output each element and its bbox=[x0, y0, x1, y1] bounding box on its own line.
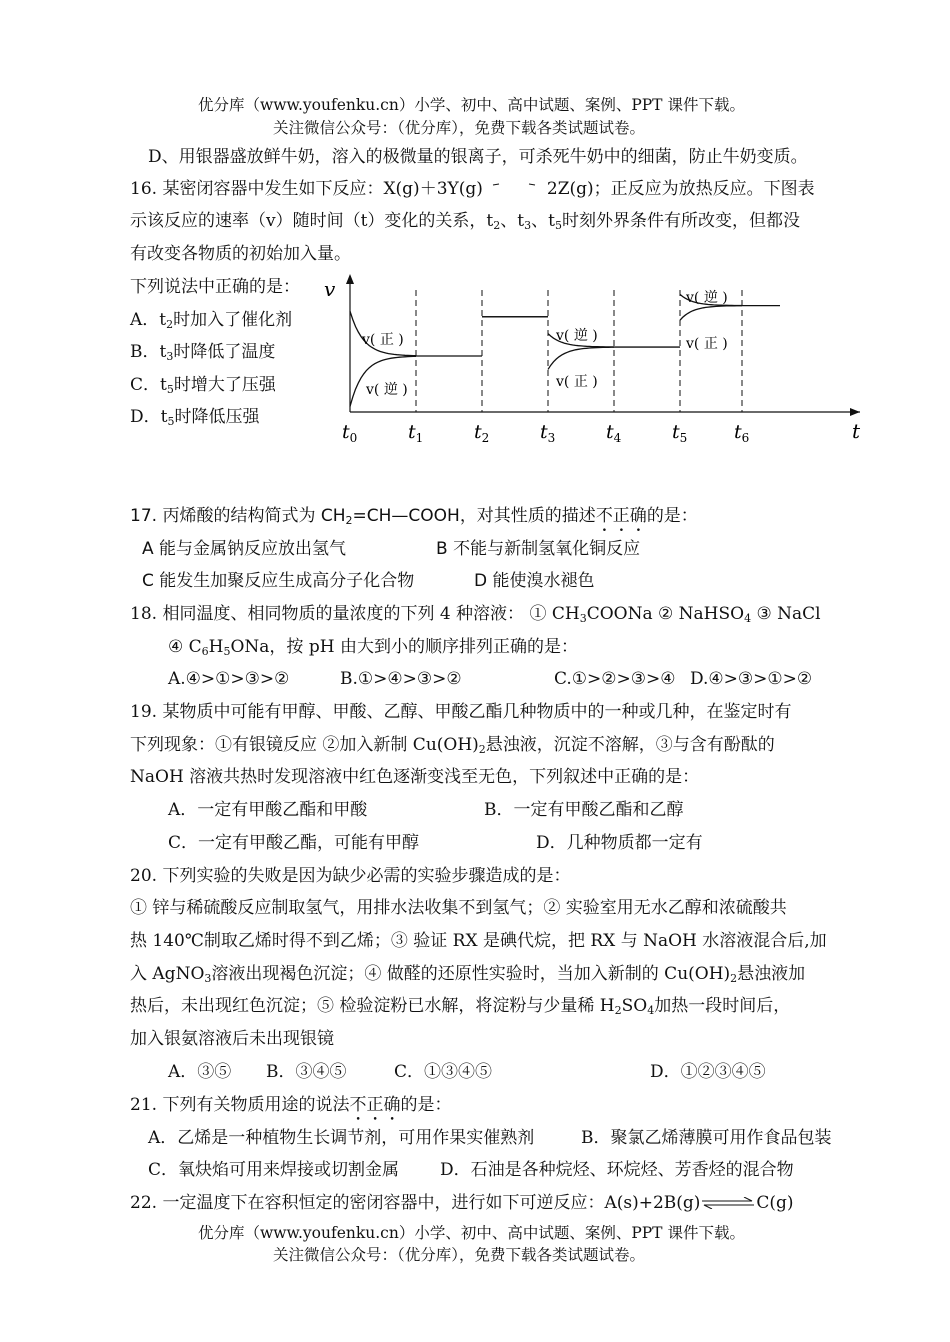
q20-stem-line-4: 入 AgNO$_3$溶液出现褐色沉淀；④ 做醛的还原性实验时，当加入新制的 $Cu(OH)_2$悬浊液加 bbox=[130, 964, 806, 985]
q21-option-b: B．聚氯乙烯薄膜可用作食品包装 bbox=[581, 1128, 832, 1148]
q20-option-a: A．③⑤ bbox=[168, 1062, 232, 1082]
y-axis-label: v bbox=[324, 277, 336, 301]
q18-option-b: B.①>④>③>② bbox=[340, 669, 462, 689]
q19-option-c: C．一定有甲酸乙酯，可能有甲醇 bbox=[168, 833, 420, 853]
q17-option-c: C 能发生加聚反应生成高分子化合物 bbox=[142, 571, 415, 591]
q17-option-d: D 能使溴水褪色 bbox=[474, 571, 595, 591]
rate-time-chart bbox=[320, 270, 880, 450]
q20-option-b: B．③④⑤ bbox=[266, 1062, 347, 1082]
label-v-forward-3: v( 正 ) bbox=[556, 374, 598, 390]
label-v-forward-5: v( 正 ) bbox=[686, 336, 728, 352]
q16-option-a: A．$t_2$时加入了催化剂 bbox=[130, 310, 293, 331]
label-v-forward-1: v( 正 ) bbox=[362, 332, 404, 348]
q20-stem-line-6: 加入银氨溶液后未出现银镜 bbox=[130, 1029, 334, 1049]
q18-option-c: C.①>②>③>④ bbox=[554, 669, 676, 689]
reversible-arrow-icon bbox=[700, 1193, 756, 1215]
q18-option-a: A.④>①>③>② bbox=[168, 669, 290, 689]
q17-option-b: B 不能与新制氢氧化铜反应 bbox=[436, 539, 641, 559]
footer-line-1: 优分库（www.youfenku.cn）小学、初中、高中试题、案例、PPT 课件下载。 bbox=[198, 1224, 745, 1242]
q21-stem: 21. 下列有关物质用途的说法不正确的是： bbox=[130, 1095, 452, 1115]
equilibrium-arrow-icon bbox=[483, 178, 547, 200]
q20-stem-line-5: 热后，未出现红色沉淀；⑤ 检验淀粉已水解，将淀粉与少量稀 $H_2SO_4$加热一段时间后， bbox=[130, 996, 791, 1017]
header-line-1: 优分库（www.youfenku.cn）小学、初中、高中试题、案例、PPT 课件下载。 bbox=[198, 96, 745, 114]
tick-label-t3: $t_3$ bbox=[540, 421, 556, 445]
footer-line-2: 关注微信公众号：（优分库），免费下载各类试题试卷。 bbox=[273, 1246, 646, 1264]
q16-prompt: 下列说法中正确的是： bbox=[130, 277, 300, 297]
curve-5 bbox=[548, 347, 614, 369]
q16-stem-line-1: 16. 某密闭容器中发生如下反应：X(g)＋3Y(g) 2Z(g)；正反应为放热反应。下图表 bbox=[130, 179, 815, 199]
tick-label-t5: $t_5$ bbox=[672, 421, 688, 445]
q16-option-b: B．$t_3$时降低了温度 bbox=[130, 342, 276, 363]
q18-stem-line-1: 18. 相同温度、相同物质的量浓度的下列 4 种溶液： ① $CH_3COONa$ ② NaHSO$_4$ ③ NaCl bbox=[130, 604, 821, 625]
label-v-reverse-5: v( 逆 ) bbox=[686, 290, 728, 306]
x-axis-label: t bbox=[852, 419, 861, 443]
label-v-reverse-3: v( 逆 ) bbox=[556, 328, 598, 344]
header-line-2: 关注微信公众号：（优分库），免费下载各类试题试卷。 bbox=[273, 119, 646, 137]
q21-option-c: C．氧炔焰可用来焊接或切割金属 bbox=[148, 1160, 400, 1180]
q18-stem-line-2: ④ $C_6H_5ONa$，按 pH 由大到小的顺序排列正确的是： bbox=[168, 637, 578, 658]
q16-option-c: C．$t_5$时增大了压强 bbox=[130, 375, 276, 396]
q16-stem-line-2: 示该反应的速率（v）随时间（t）变化的关系，$t_2$、$t_3$、$t_5$时刻外界条件有所改变，但都没 bbox=[130, 211, 800, 232]
q20-stem-line-1: 20. 下列实验的失败是因为缺少必需的实验步骤造成的是： bbox=[130, 866, 571, 886]
tick-label-t0: $t_0$ bbox=[342, 421, 358, 445]
tick-label-t6: $t_6$ bbox=[734, 421, 750, 445]
y-axis-arrow-icon bbox=[346, 274, 354, 284]
q19-option-b: B．一定有甲酸乙酯和乙醇 bbox=[484, 800, 684, 820]
q22-stem: 22. 一定温度下在容积恒定的密闭容器中，进行如下可逆反应：A(s)+2B(g) C(g) bbox=[130, 1193, 794, 1213]
q19-option-a: A．一定有甲酸乙酯和甲酸 bbox=[168, 800, 368, 820]
q16-option-d: D．$t_5$时降低压强 bbox=[130, 407, 260, 428]
q20-stem-line-3: 热 140℃制取乙烯时得不到乙烯；③ 验证 RX 是碘代烷，把 RX 与 NaOH 水溶液混合后,加 bbox=[130, 931, 827, 951]
q21-option-d: D．石油是各种烷烃、环烷烃、芳香烃的混合物 bbox=[440, 1160, 794, 1180]
tick-label-t1: $t_1$ bbox=[408, 421, 424, 445]
q19-stem-line-3: NaOH 溶液共热时发现溶液中红色逐渐变浅至无色，下列叙述中正确的是： bbox=[130, 767, 700, 787]
q19-stem-line-1: 19. 某物质中可能有甲醇、甲酸、乙醇、甲酸乙酯几种物质中的一种或几种，在鉴定时有 bbox=[130, 702, 792, 722]
q15-option-d: D、用银器盛放鲜牛奶，溶入的极微量的银离子，可杀死牛奶中的细菌，防止牛奶变质。 bbox=[148, 147, 808, 167]
curve-8 bbox=[680, 306, 742, 320]
q20-option-c: C．①③④⑤ bbox=[394, 1062, 493, 1082]
label-v-reverse-1: v( 逆 ) bbox=[366, 382, 408, 398]
q20-stem-line-2: ① 锌与稀硫酸反应制取氢气，用排水法收集不到氢气；② 实验室用无水乙醇和浓硫酸共 bbox=[130, 898, 787, 918]
q21-option-a: A．乙烯是一种植物生长调节剂，可用作果实催熟剂 bbox=[148, 1128, 535, 1148]
q17-stem: 17. 丙烯酸的结构简式为 $CH_2=CH—COOH$，对其性质的描述不正确的是： bbox=[130, 506, 698, 527]
q16-stem-line-3: 有改变各物质的初始加入量。 bbox=[130, 244, 351, 264]
tick-label-t2: $t_2$ bbox=[474, 421, 490, 445]
q18-option-d: D.④>③>①>② bbox=[690, 669, 813, 689]
q19-stem-line-2: 下列现象：①有银镜反应 ②加入新制 $Cu(OH)_2$悬浊液，沉淀不溶解，③与含有酚酞的 bbox=[130, 735, 775, 756]
q17-option-a: A 能与金属钠反应放出氢气 bbox=[142, 539, 347, 559]
q20-option-d: D．①②③④⑤ bbox=[650, 1062, 766, 1082]
x-axis-arrow-icon bbox=[850, 408, 860, 416]
tick-label-t4: $t_4$ bbox=[606, 421, 622, 445]
q19-option-d: D．几种物质都一定有 bbox=[536, 833, 703, 853]
